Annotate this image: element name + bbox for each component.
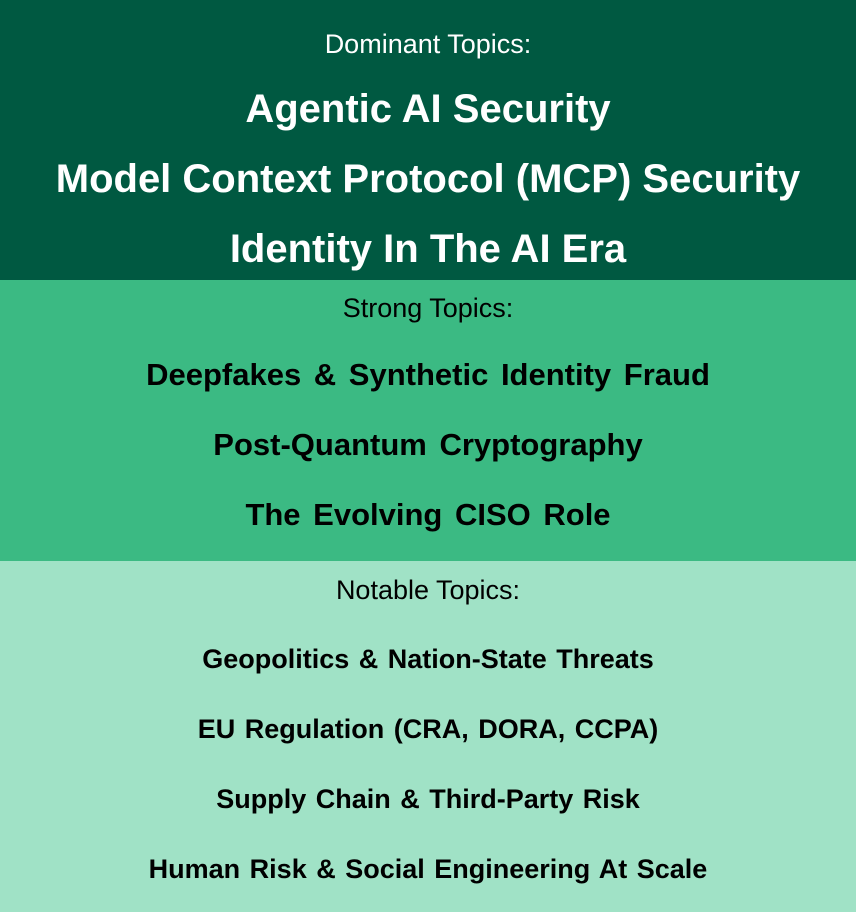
- notable-topics-heading: Notable Topics:: [335, 575, 521, 605]
- strong-topics-list: [0, 355, 856, 535]
- dominant-topic-item: Model Context Protocol (MCP) Security: [55, 157, 801, 201]
- strong-topic-item: Post-Quantum Cryptography: [213, 427, 643, 462]
- strong-topic-item: The Evolving CISO Role: [245, 497, 611, 532]
- strong-topics-heading: Strong Topics:: [342, 293, 514, 323]
- dominant-topic-item: Identity In The AI Era: [229, 227, 627, 271]
- notable-topic-item: Geopolitics & Nation-State Threats: [202, 644, 654, 674]
- strong-topic-item: Deepfakes & Synthetic Identity Fraud: [146, 357, 710, 392]
- dominant-topics-list: [0, 86, 856, 272]
- strong-topics-section: [0, 280, 856, 561]
- dominant-topic-item: Agentic AI Security: [245, 87, 611, 131]
- notable-topics-list: [0, 641, 856, 887]
- dominant-topics-heading: Dominant Topics:: [324, 29, 532, 59]
- notable-topic-item: Supply Chain & Third-Party Risk: [216, 784, 640, 814]
- dominant-topics-section: [0, 0, 856, 280]
- notable-topics-section: [0, 561, 856, 912]
- notable-topic-item: EU Regulation (CRA, DORA, CCPA): [197, 714, 659, 744]
- notable-topic-item: Human Risk & Social Engineering At Scale: [148, 854, 708, 884]
